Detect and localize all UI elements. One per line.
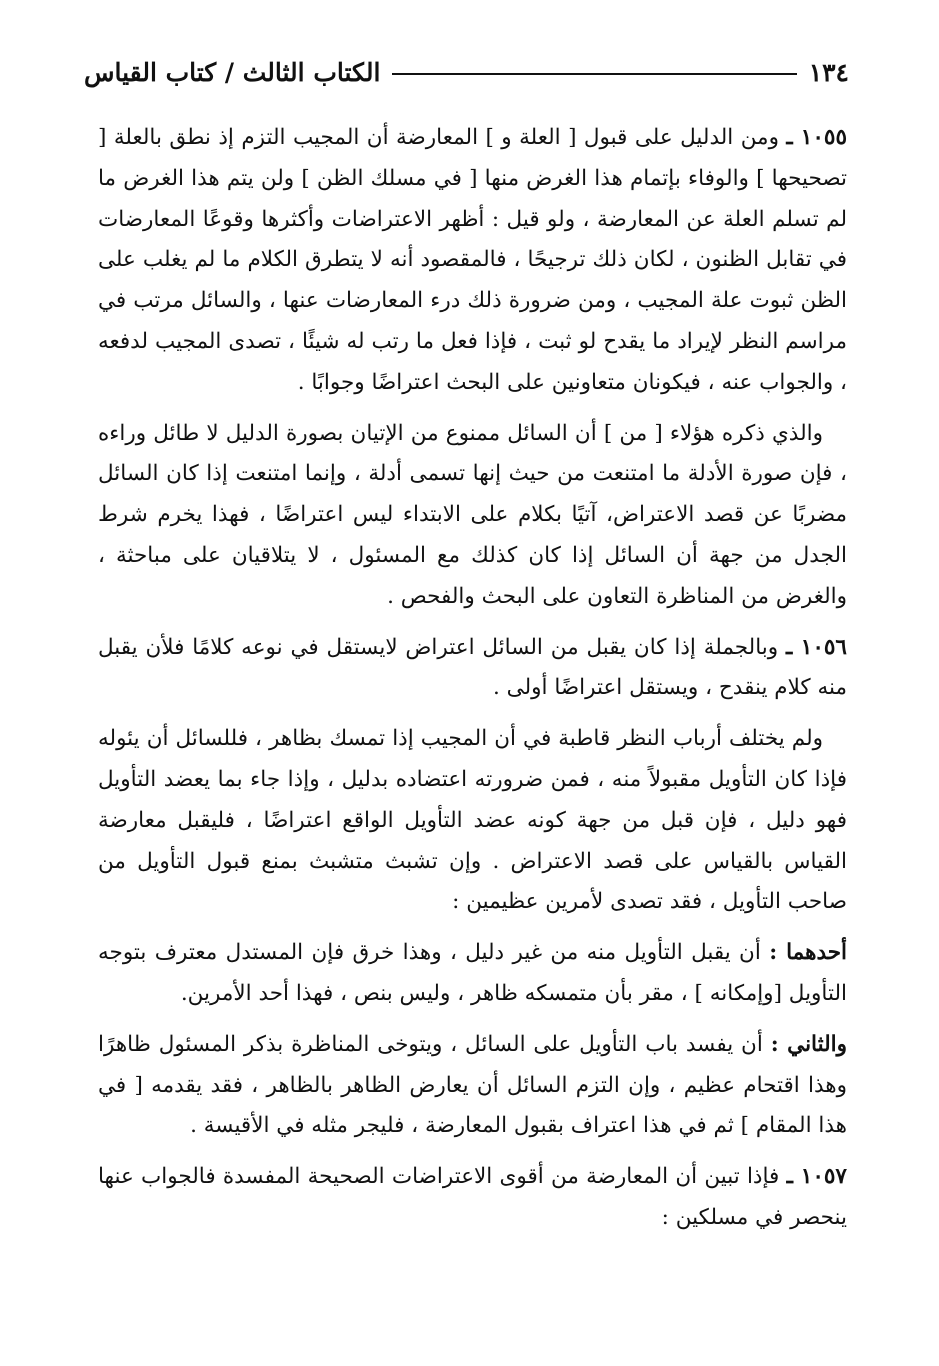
paragraph: [98, 719, 847, 923]
paragraph-number: ١٠٥٦ ـ: [785, 634, 847, 660]
paragraph-text: ولم يختلف أرباب النظر قاطبة في أن المجيب إذا تمسك بظاهر ، فللسائل أن يئوله فإذا كان التأويل مقبولاً منه ، فمن ضرورته اعتضاده بدليل ، وإذا جاء بما يعضد التأويل فهو دليل ، فإن قبل من جهة كونه عضد التأويل الواقع اعتراضًا ، فليقبل معارضة القياس بالقياس على قصد الاعتراض . وإن تشبث متشبث بمنع قبول التأويل من صاحب التأويل ، فقد تصدى لأمرين عظيمين :: [98, 726, 847, 915]
paragraph-number: ١٠٥٧ ـ: [786, 1164, 847, 1190]
paragraph-first-matter: [98, 933, 847, 1015]
running-title: الكتاب الثالث / كتاب القياس: [84, 57, 381, 87]
paragraph-lead: أحدهما :: [769, 940, 847, 966]
paragraph-text: فإذا تبين أن المعارضة من أقوى الاعتراضات الصحيحة المفسدة فالجواب عنها ينحصر في مسلكين :: [98, 1164, 847, 1230]
paragraph-text: وبالجملة إذا كان يقبل من السائل اعتراض لايستقل في نوعه كلامًا فلأن يقبل منه كلام ينقدح ، ويستقل اعتراضًا أولى .: [98, 634, 847, 701]
paragraph-1055: [98, 118, 847, 404]
page-body: [98, 118, 847, 1249]
paragraph-second-matter: [98, 1025, 847, 1147]
paragraph-1056: [98, 628, 847, 710]
paragraph-text: والذي ذكره هؤلاء [ من ] أن السائل ممنوع من الإتيان بصورة الدليل لا طائل وراءه ، فإن صورة الأدلة ما امتنعت من حيث إنها تسمى أدلة ، وإنما امتنعت إذا كان السائل مضربًا عن قصد الاعتراض، آتيًا بكلام على الابتداء ليس اعتراضًا ، فهذا يخرم شرط الجدل من جهة أن السائل إذا كان كذلك مع المسئول ، لا يتلاقيان على مباحثة ، والغرض من المناظرة التعاون على البحث والفحص .: [98, 420, 847, 609]
page-header: [84, 52, 849, 92]
paragraph-text: أن يقبل التأويل منه من غير دليل ، وهذا خرق فإن المستدل معترف بتوجه التأويل [وإمكانه ] ، مقر بأن متمسكه ظاهر ، وليس بنص ، فهذا أحد الأمرين.: [98, 940, 847, 1006]
paragraph: [98, 414, 847, 618]
header-rule: [392, 73, 796, 75]
paragraph-1057: [98, 1157, 847, 1239]
paragraph-number: ١٠٥٥ ـ: [786, 125, 847, 150]
page-number: ١٣٤: [808, 57, 849, 87]
paragraph-text: ومن الدليل على قبول [ العلة و ] المعارضة أن المجيب التزم إذ نطق بالعلة [ تصحيحها ] والوفاء بإتمام هذا الغرض منها [ في مسلك الظن ] ولن يتم هذا الغرض ما لم تسلم العلة عن المعارضة ، ولو قيل : أظهر الاعتراضات وأكثرها وقوعًا المعارضات في تقابل الظنون ، لكان ذلك ترجيحًا ، فالمقصود أنه لا يتطرق الكلام ما لم يغلب على الظن ثبوت علة المجيب ، ومن ضرورة ذلك درء المعارضات عنها ، والسائل مرتب في مراسم النظر لإيراد ما يقدح لو ثبت ، فإذا فعل ما رتب له شيئًا ، تصدى المجيب لدفعه ، والجواب عنه ، فيكونان متعاونين على البحث اعتراضًا وجوابًا .: [98, 125, 847, 395]
paragraph-lead: والثاني :: [770, 1031, 847, 1057]
paragraph-text: أن يفسد باب التأويل على السائل ، ويتوخى المناظرة بذكر المسئول ظاهرًا وهذا اقتحام عظيم ، وإن التزم السائل أن يعارض الظاهر بالظاهر ، فقد يقدمه [ في هذا المقام ] ثم في هذا اعتراف بقبول المعارضة ، فليجر مثله في الأقيسة .: [98, 1031, 847, 1139]
